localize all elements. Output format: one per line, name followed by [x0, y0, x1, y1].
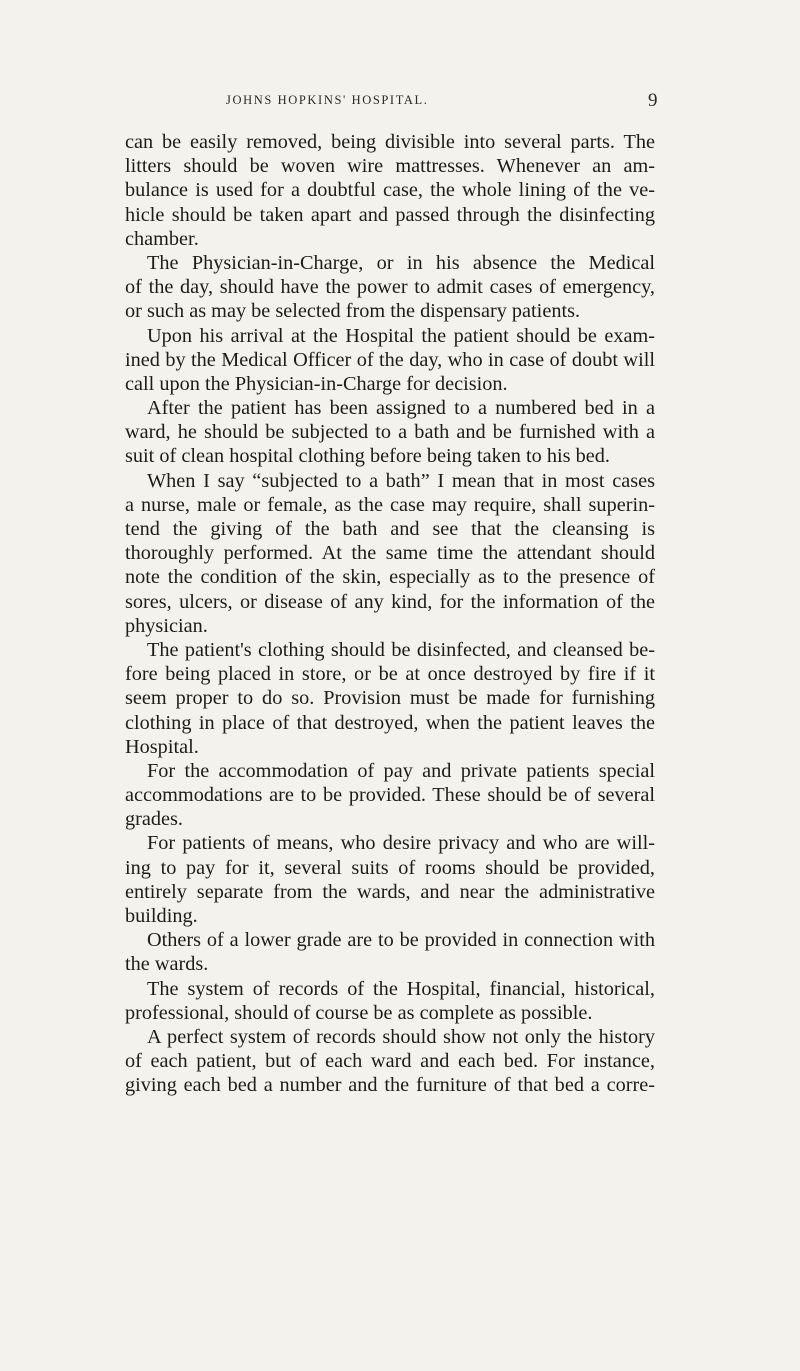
text-line: Hospital. — [125, 735, 199, 758]
text-line: seem proper to do so. Provision must be made for furnishing — [125, 687, 655, 710]
text-line: of each patient, but of each ward and each bed. For instance, — [125, 1050, 655, 1073]
text-line: litters should be woven wire mattresses. Whenever an am- — [125, 155, 655, 178]
text-line: The patient's clothing should be disinfected, and cleansed be- — [147, 638, 655, 661]
text-line: The Physician-in-Charge, or in his absence the Medical — [147, 251, 655, 274]
text-line: or such as may be selected from the dispensary patients. — [125, 300, 581, 323]
text-line: A perfect system of records should show not only the history — [147, 1025, 655, 1048]
text-line: The system of records of the Hospital, financial, historical, — [147, 977, 655, 1000]
text-line: clothing in place of that destroyed, when the patient leaves the — [125, 711, 655, 734]
text-line: giving each bed a number and the furniture of that bed a corre- — [125, 1074, 655, 1097]
text-line: can be easily removed, being divisible into several parts. The — [125, 131, 655, 153]
text-line: For the accommodation of pay and private patients special — [147, 759, 655, 782]
text-line: ing to pay for it, several suits of rooms should be provided, — [125, 856, 655, 879]
text-line: When I say “subjected to a bath” I mean that in most cases — [147, 469, 655, 492]
running-head — [0, 90, 800, 114]
text-line: call upon the Physician-in-Charge for decision. — [125, 372, 508, 395]
text-line: entirely separate from the wards, and near the administrative — [125, 880, 655, 903]
text-line: the wards. — [125, 953, 209, 976]
text-line: grades. — [125, 808, 184, 831]
text-line: ward, he should be subjected to a bath and be furnished with a — [125, 421, 655, 444]
text-line: note the condition of the skin, especially as to the presence of — [125, 566, 655, 589]
text-line: a nurse, male or female, as the case may require, shall superin- — [125, 493, 655, 516]
text-line: of the day, should have the power to admit cases of emergency, — [125, 276, 655, 299]
text-line: tend the giving of the bath and see that the cleansing is — [125, 518, 655, 540]
text-line: For patients of means, who desire privacy and who are will- — [147, 832, 655, 855]
body-text — [125, 130, 655, 1098]
text-line: Upon his arrival at the Hospital the patient should be exam- — [147, 324, 655, 347]
text-line: accommodations are to be provided. These should be of several — [125, 784, 655, 807]
running-title: JOHNS HOPKINS' HOSPITAL. — [226, 93, 429, 107]
text-line: suit of clean hospital clothing before being taken to his bed. — [125, 445, 610, 468]
text-line: sores, ulcers, or disease of any kind, for the information of the — [125, 590, 655, 613]
text-line: physician. — [125, 614, 208, 637]
text-line: bulance is used for a doubtful case, the whole lining of the ve- — [125, 179, 655, 202]
text-line: building. — [125, 905, 198, 927]
text-line: hicle should be taken apart and passed through the disinfecting — [125, 203, 655, 226]
text-line: Others of a lower grade are to be provided in connection with — [147, 929, 655, 952]
text-line: professional, should of course be as complete as possible. — [125, 1001, 593, 1024]
text-line: chamber. — [125, 227, 199, 250]
text-line: fore being placed in store, or be at once destroyed by fire if it — [125, 663, 655, 686]
text-line: thoroughly performed. At the same time the attendant should — [125, 542, 655, 565]
page-number: 9 — [648, 90, 658, 111]
text-line: ined by the Medical Officer of the day, who in case of doubt will — [125, 348, 655, 371]
text-line: After the patient has been assigned to a numbered bed in a — [147, 397, 655, 420]
